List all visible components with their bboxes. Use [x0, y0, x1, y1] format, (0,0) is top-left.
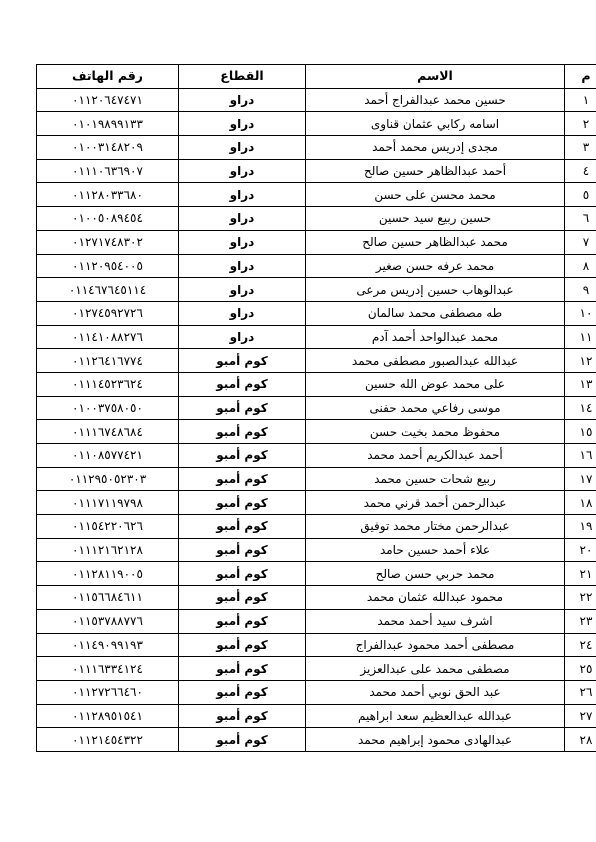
row-phone: ٠١١٤٦٧٦٤٥١١٤: [37, 278, 179, 302]
row-sector: كوم أمبو: [179, 467, 306, 491]
row-phone: ٠١١٢١٤٥٤٣٢٢: [37, 728, 179, 752]
row-number: ١٧: [565, 467, 596, 491]
table-row: [37, 159, 596, 183]
row-phone: ٠١١١٦٧٤٨٦٨٤: [37, 420, 179, 444]
table-row: [37, 515, 596, 539]
header-sector: القطاع: [179, 65, 306, 89]
row-number: ٢٢: [565, 586, 596, 610]
row-sector: دراو: [179, 230, 306, 254]
row-sector: كوم أمبو: [179, 586, 306, 610]
table-row: [37, 372, 596, 396]
row-name: اشرف سيد أحمد محمد: [306, 609, 565, 633]
row-number: ١٣: [565, 372, 596, 396]
table-row: [37, 444, 596, 468]
row-number: ٥: [565, 183, 596, 207]
row-name: محمد محسن على حسن: [306, 183, 565, 207]
row-name: محمد عبدالظاهر حسين صالح: [306, 230, 565, 254]
row-number: ٣: [565, 136, 596, 160]
row-sector: دراو: [179, 112, 306, 136]
row-sector: كوم أمبو: [179, 491, 306, 515]
row-phone: ٠١١٢٧٢٦٦٤٦٠: [37, 680, 179, 704]
table-row: [37, 704, 596, 728]
row-number: ١٦: [565, 444, 596, 468]
row-name: اسامه ركابي عثمان قناوى: [306, 112, 565, 136]
row-number: ١٠: [565, 301, 596, 325]
table-row: [37, 278, 596, 302]
table-row: [37, 728, 596, 752]
row-phone: ٠١١٥٦٦٨٤٦١١: [37, 586, 179, 610]
row-name: مصطفى أحمد محمود عبدالفراج: [306, 633, 565, 657]
row-sector: كوم أمبو: [179, 515, 306, 539]
row-name: ربيع شحات حسين محمد: [306, 467, 565, 491]
row-phone: ٠١١٢٩٥٠٥٢٣٠٣: [37, 467, 179, 491]
table-row: [37, 609, 596, 633]
table-row: [37, 112, 596, 136]
row-sector: دراو: [179, 88, 306, 112]
row-sector: كوم أمبو: [179, 444, 306, 468]
row-phone: ٠١١٢٠٦٤٧٤٧١: [37, 88, 179, 112]
row-name: عبدالوهاب حسين إدريس مرعى: [306, 278, 565, 302]
row-name: مجدى إدريس محمد أحمد: [306, 136, 565, 160]
row-sector: دراو: [179, 207, 306, 231]
row-name: أحمد عبدالظاهر حسين صالح: [306, 159, 565, 183]
row-phone: ٠١١١٧١١٩٧٩٨: [37, 491, 179, 515]
row-name: مصطفى محمد على عبدالعزيز: [306, 657, 565, 681]
table-row: [37, 657, 596, 681]
row-name: على محمد عوض الله حسين: [306, 372, 565, 396]
row-phone: ٠١٢٧٤٥٩٢٧٢٦: [37, 301, 179, 325]
row-number: ٢٨: [565, 728, 596, 752]
table-row: [37, 136, 596, 160]
table-body: [37, 88, 596, 751]
row-number: ١: [565, 88, 596, 112]
row-name: محفوظ محمد بخيت حسن: [306, 420, 565, 444]
row-sector: دراو: [179, 254, 306, 278]
row-phone: ٠١١٥٣٧٨٨٧٧٦: [37, 609, 179, 633]
row-sector: كوم أمبو: [179, 372, 306, 396]
row-name: محمد عرفه حسن صغير: [306, 254, 565, 278]
row-phone: ٠١٠٠٣٧٥٨٠٥٠: [37, 396, 179, 420]
row-sector: كوم أمبو: [179, 562, 306, 586]
row-name: موسى رفاعي محمد حفنى: [306, 396, 565, 420]
row-phone: ٠١١٤١٠٨٨٢٧٦: [37, 325, 179, 349]
row-number: ٢٦: [565, 680, 596, 704]
row-name: محمد عبدالواحد أحمد آدم: [306, 325, 565, 349]
row-sector: كوم أمبو: [179, 728, 306, 752]
row-sector: كوم أمبو: [179, 609, 306, 633]
row-name: حسين محمد عبدالفراج أحمد: [306, 88, 565, 112]
header-number: م: [565, 65, 596, 89]
header-name: الاسم: [306, 65, 565, 89]
table-row: [37, 680, 596, 704]
row-phone: ٠١٢٧١٧٤٨٣٠٢: [37, 230, 179, 254]
table-row: [37, 633, 596, 657]
row-sector: كوم أمبو: [179, 633, 306, 657]
table-row: [37, 491, 596, 515]
row-name: عبد الحق نوبي أحمد محمد: [306, 680, 565, 704]
table-row: [37, 349, 596, 373]
row-number: ٢٥: [565, 657, 596, 681]
table-row: [37, 254, 596, 278]
row-phone: ٠١١٤٩٠٩٩١٩٣: [37, 633, 179, 657]
row-name: عبدالله عبدالصبور مصطفى محمد: [306, 349, 565, 373]
roster-table: [36, 64, 596, 752]
table-row: [37, 325, 596, 349]
row-number: ٢٧: [565, 704, 596, 728]
row-phone: ٠١١٢٨١١٩٠٠٥: [37, 562, 179, 586]
row-number: ١٥: [565, 420, 596, 444]
table-row: [37, 538, 596, 562]
table-row: [37, 467, 596, 491]
row-sector: كوم أمبو: [179, 680, 306, 704]
row-name: عبدالهادى محمود إبراهيم محمد: [306, 728, 565, 752]
table-row: [37, 562, 596, 586]
row-sector: دراو: [179, 159, 306, 183]
header-phone: رقم الهاتف: [37, 65, 179, 89]
table-row: [37, 586, 596, 610]
table-row: [37, 88, 596, 112]
row-number: ٨: [565, 254, 596, 278]
row-sector: دراو: [179, 301, 306, 325]
row-phone: ٠١١٢٨٩٥١٥٤١: [37, 704, 179, 728]
row-number: ٢٣: [565, 609, 596, 633]
row-name: علاء أحمد حسين حامد: [306, 538, 565, 562]
row-sector: كوم أمبو: [179, 420, 306, 444]
table-row: [37, 207, 596, 231]
row-phone: ٠١١١٦٣٣٤١٢٤: [37, 657, 179, 681]
row-number: ٢٤: [565, 633, 596, 657]
row-sector: دراو: [179, 325, 306, 349]
row-phone: ٠١٠١٩٨٩٩١٣٣: [37, 112, 179, 136]
row-name: عبدالرحمن مختار محمد توفيق: [306, 515, 565, 539]
row-number: ٤: [565, 159, 596, 183]
row-sector: دراو: [179, 278, 306, 302]
row-number: ٦: [565, 207, 596, 231]
row-phone: ٠١١٥٤٢٢٠٦٢٦: [37, 515, 179, 539]
row-name: محمد حربي حسن صالح: [306, 562, 565, 586]
row-phone: ٠١١٢٠٩٥٤٠٠٥: [37, 254, 179, 278]
row-phone: ٠١١١٢١٦٢١٢٨: [37, 538, 179, 562]
table-row: [37, 396, 596, 420]
row-sector: كوم أمبو: [179, 538, 306, 562]
row-number: ٢: [565, 112, 596, 136]
table-row: [37, 420, 596, 444]
row-phone: ٠١١١٤٥٢٣٦٢٤: [37, 372, 179, 396]
row-sector: دراو: [179, 183, 306, 207]
row-phone: ٠١١١٠٦٣٦٩٠٧: [37, 159, 179, 183]
row-number: ٧: [565, 230, 596, 254]
row-number: ١٩: [565, 515, 596, 539]
row-phone: ٠١١٠٨٥٧٧٤٢١: [37, 444, 179, 468]
row-number: ١١: [565, 325, 596, 349]
row-sector: كوم أمبو: [179, 657, 306, 681]
row-phone: ٠١١٢٦٤١٦٧٧٤: [37, 349, 179, 373]
row-name: حسين ربيع سيد حسين: [306, 207, 565, 231]
table-row: [37, 230, 596, 254]
row-phone: ٠١٠٠٣١٤٨٢٠٩: [37, 136, 179, 160]
row-sector: دراو: [179, 136, 306, 160]
table-row: [37, 183, 596, 207]
row-sector: كوم أمبو: [179, 396, 306, 420]
row-number: ١٢: [565, 349, 596, 373]
row-number: ١٤: [565, 396, 596, 420]
header-row: [37, 65, 596, 89]
row-sector: كوم أمبو: [179, 349, 306, 373]
row-sector: كوم أمبو: [179, 704, 306, 728]
row-name: طه مصطفى محمد سالمان: [306, 301, 565, 325]
row-name: أحمد عبدالكريم أحمد محمد: [306, 444, 565, 468]
row-phone: ٠١١٢٨٠٣٣٦٨٠: [37, 183, 179, 207]
row-name: عبدالله عبدالعظيم سعد ابراهيم: [306, 704, 565, 728]
row-name: محمود عبدالله عثمان محمد: [306, 586, 565, 610]
row-number: ١٨: [565, 491, 596, 515]
row-number: ٢٠: [565, 538, 596, 562]
row-number: ٩: [565, 278, 596, 302]
table-row: [37, 301, 596, 325]
row-name: عبدالرحمن أحمد قرني محمد: [306, 491, 565, 515]
row-number: ٢١: [565, 562, 596, 586]
row-phone: ٠١٠٠٥٠٨٩٤٥٤: [37, 207, 179, 231]
